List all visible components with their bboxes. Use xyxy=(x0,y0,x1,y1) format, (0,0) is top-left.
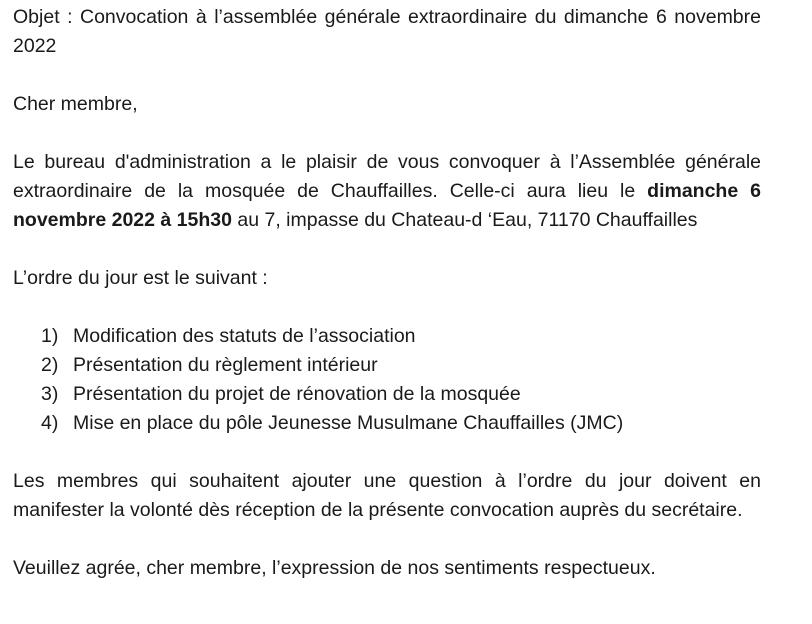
closing-line: Veuillez agrée, cher membre, l’expression de nos sentiments respectueux. xyxy=(13,557,656,579)
agenda-item-text: Présentation du règlement intérieur xyxy=(73,354,378,376)
agenda-item-number: 4) xyxy=(41,412,59,434)
agenda-item-text: Mise en place du pôle Jeunesse Musulmane Chauffailles (JMC) xyxy=(73,412,624,434)
letter-document xyxy=(13,3,761,583)
agenda-item-number: 1) xyxy=(41,325,59,347)
agenda-item-text: Modification des statuts de l’association xyxy=(73,325,416,347)
intro-paragraph xyxy=(13,148,761,235)
intro-text-start: Le bureau d'administration a le plaisir de vous convoquer à l’Assemblée générale extraordinaire de la mosquée de Chauffailles. Celle-ci aura lieu le xyxy=(13,151,761,202)
agenda-list xyxy=(13,322,761,438)
members-note-paragraph: Les membres qui souhaitent ajouter une question à l’ordre du jour doivent en manifester la volonté dès réception de la présente convocation auprès du secrétaire. xyxy=(13,470,761,521)
agenda-item xyxy=(41,322,761,351)
agenda-item xyxy=(41,409,761,438)
agenda-item xyxy=(41,380,761,409)
greeting: Cher membre, xyxy=(13,93,138,115)
agenda-item-number: 2) xyxy=(41,354,59,376)
intro-text-end: au 7, impasse du Chateau-d ‘Eau, 71170 Chauffailles xyxy=(231,209,698,231)
agenda-intro: L’ordre du jour est le suivant : xyxy=(13,267,268,289)
agenda-item-number: 3) xyxy=(41,383,59,405)
meeting-date-time: dimanche 6 novembre 2022 à 15h30 xyxy=(13,180,761,231)
subject-line: Objet : Convocation à l’assemblée générale extraordinaire du dimanche 6 novembre 2022 xyxy=(13,6,761,57)
agenda-item xyxy=(41,351,761,380)
agenda-item-text: Présentation du projet de rénovation de la mosquée xyxy=(73,383,521,405)
